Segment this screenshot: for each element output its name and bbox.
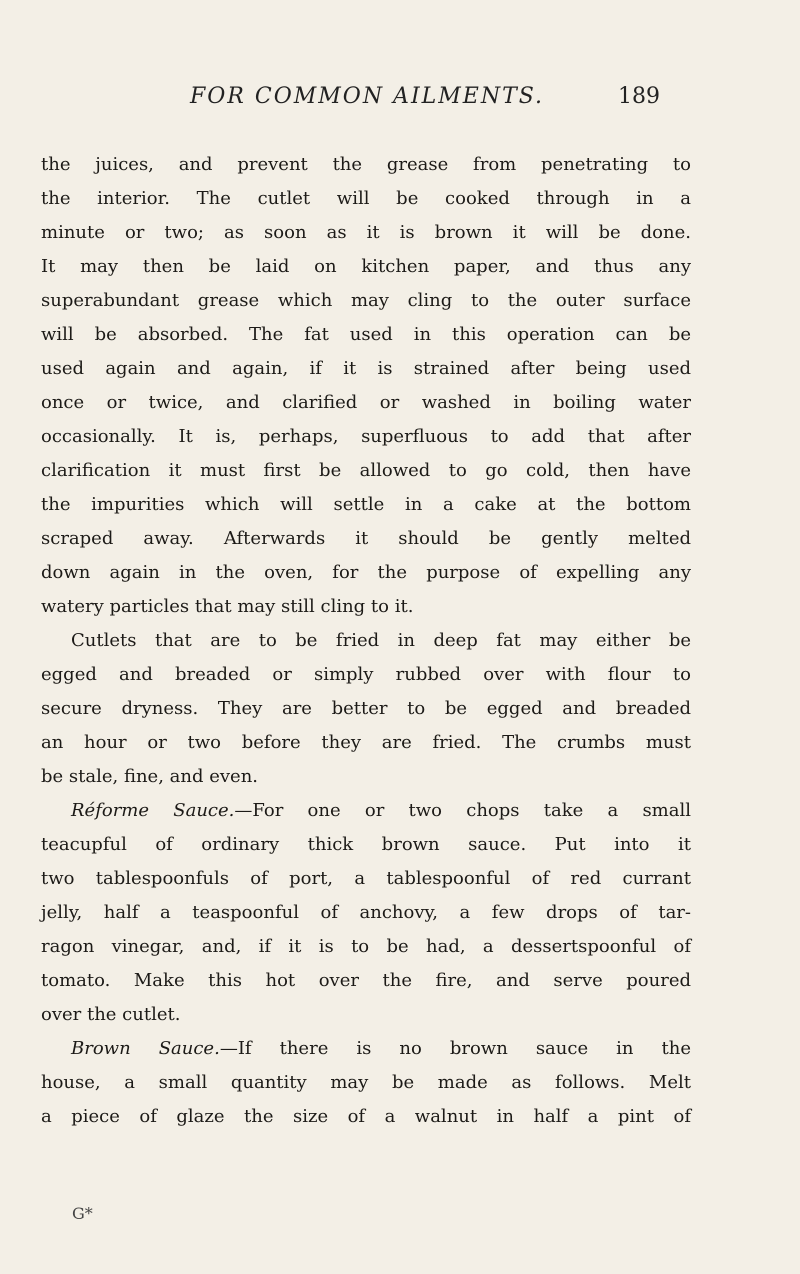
text-line: watery particles that may still cling to it. <box>41 596 414 617</box>
text-line: the impurities which will settle in a cake at the bottom <box>41 494 691 515</box>
text-line: minute or two; as soon as it is brown it will be done. <box>41 222 691 243</box>
text-run: —For one or two chops take a small <box>234 800 691 821</box>
text-line: used again and again, if it is strained after being used <box>41 358 691 379</box>
text-line: Cutlets that are to be fried in deep fat may either be <box>71 630 691 651</box>
text-line: teacupful of ordinary thick brown sauce. Put into it <box>41 834 691 855</box>
text-line: be stale, fine, and even. <box>41 766 259 787</box>
text-line: tomato. Make this hot over the fire, and serve poured <box>41 970 691 991</box>
text-line: egged and breaded or simply rubbed over with flour to <box>41 664 691 685</box>
text-line: a piece of glaze the size of a walnut in half a pint of <box>41 1106 691 1127</box>
text-line: jelly, half a teaspoonful of anchovy, a few drops of tar- <box>41 902 691 923</box>
text-line: will be absorbed. The fat used in this operation can be <box>41 324 691 345</box>
text-line: occasionally. It is, perhaps, superfluous to add that after <box>41 426 691 447</box>
text-line: ragon vinegar, and, if it is to be had, a dessertspoonful of <box>41 936 691 957</box>
text-line: two tablespoonfuls of port, a tablespoonful of red currant <box>41 868 691 889</box>
page-number: 189 <box>618 84 660 109</box>
text-line: secure dryness. They are better to be egged and breaded <box>41 698 691 719</box>
text-line: scraped away. Afterwards it should be gently melted <box>41 528 691 549</box>
reforme-sauce-heading: Réforme Sauce. <box>71 800 235 821</box>
brown-sauce-heading: Brown Sauce. <box>71 1038 220 1059</box>
text-line: the interior. The cutlet will be cooked through in a <box>41 188 691 209</box>
text-line: over the cutlet. <box>41 1004 181 1025</box>
running-title: FOR COMMON AILMENTS. <box>190 84 545 109</box>
text-line: clarification it must first be allowed to go cold, then have <box>41 460 691 481</box>
text-run: —If there is no brown sauce in the <box>219 1038 691 1059</box>
text-line: an hour or two before they are fried. The crumbs must <box>41 732 691 753</box>
text-line: superabundant grease which may cling to the outer surface <box>41 290 691 311</box>
running-head <box>0 84 800 124</box>
signature-mark: G* <box>72 1204 93 1223</box>
text-line: the juices, and prevent the grease from penetrating to <box>41 154 691 175</box>
text-line: once or twice, and clarified or washed in boiling water <box>41 392 691 413</box>
text-line: It may then be laid on kitchen paper, and thus any <box>41 256 691 277</box>
text-line-with-heading <box>71 794 691 828</box>
text-line: house, a small quantity may be made as follows. Melt <box>41 1072 691 1093</box>
text-line-with-heading <box>71 1032 691 1066</box>
text-line: down again in the oven, for the purpose of expelling any <box>41 562 691 583</box>
